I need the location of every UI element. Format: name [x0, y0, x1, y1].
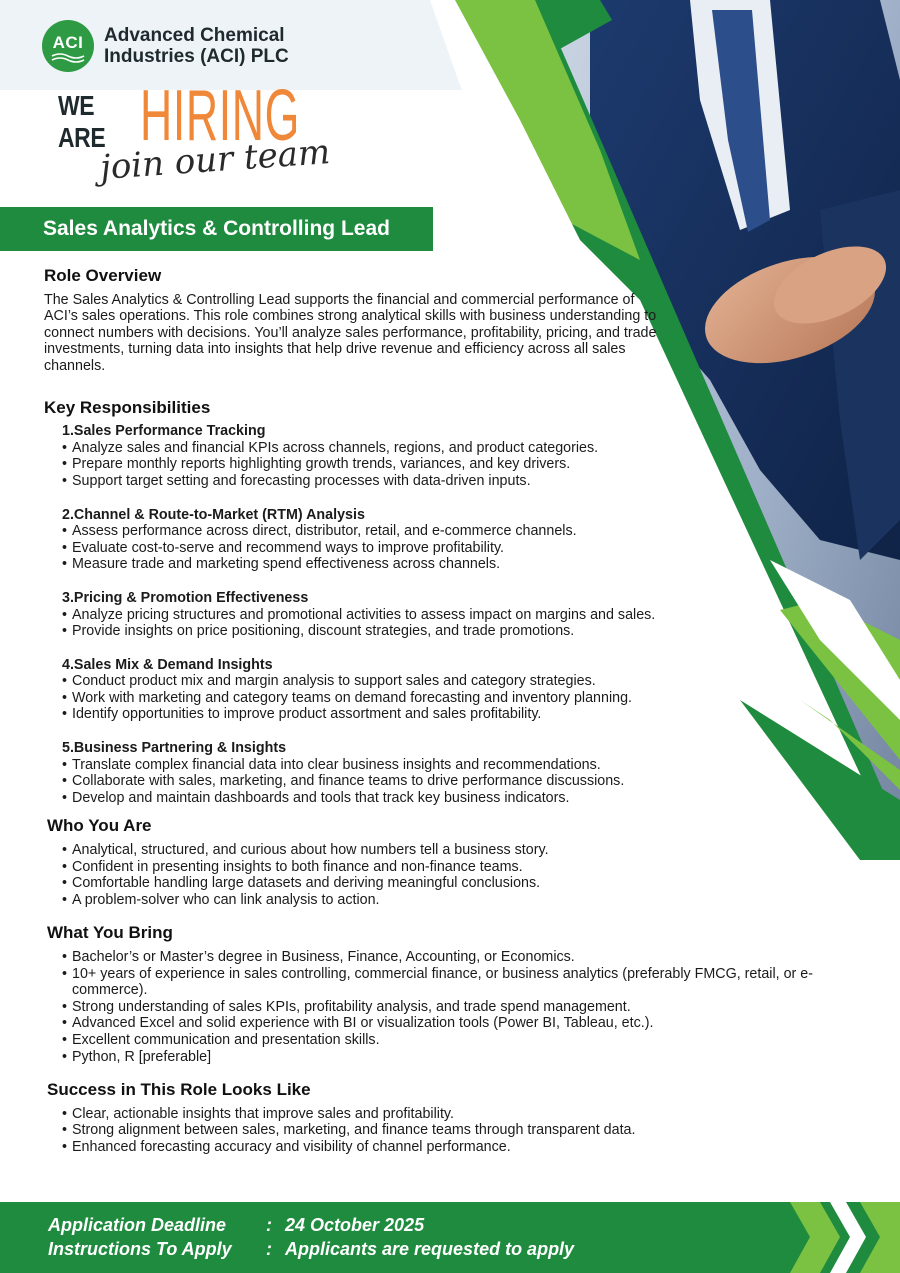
list-item: • Support target setting and forecasting processes with data-driven inputs. [62, 473, 834, 490]
list-item: • Analyze sales and financial KPIs across channels, regions, and product categories. [62, 440, 834, 457]
success-heading: Success in This Role Looks Like [47, 1080, 311, 1100]
list-item: • 10+ years of experience in sales controlling, commercial finance, or business analytics (preferably FMCG, retail, or e-commerce). [62, 966, 822, 999]
list-item: • A problem-solver who can link analysis to action. [62, 892, 834, 909]
list-item: • Analyze pricing structures and promotional activities to assess impact on margins and sales. [62, 607, 834, 624]
join-our-team-text: join our team [98, 132, 332, 188]
responsibility-group-title: 2.Channel & Route-to-Market (RTM) Analysis [62, 506, 365, 523]
colon: : [266, 1239, 272, 1259]
list-item: • Python, R [preferable] [62, 1049, 822, 1066]
list-item: • Identify opportunities to improve product assortment and sales profitability. [62, 706, 834, 723]
list-item: • Analytical, structured, and curious about how numbers tell a business story. [62, 842, 834, 859]
company-name-line1: Advanced Chemical [104, 25, 285, 46]
list-item: • Confident in presenting insights to both finance and non-finance teams. [62, 859, 834, 876]
colon: : [266, 1215, 272, 1235]
instructions-row [48, 1239, 574, 1260]
company-logo [42, 20, 289, 72]
list-item: • Translate complex financial data into clear business insights and recommendations. [62, 757, 834, 774]
instructions-label: Instructions To Apply [48, 1239, 232, 1259]
list-item: • Excellent communication and presentation skills. [62, 1032, 822, 1049]
list-item: • Strong alignment between sales, marketing, and finance teams through transparent data. [62, 1122, 834, 1139]
responsibility-group-title: 3.Pricing & Promotion Effectiveness [62, 589, 309, 606]
deadline-label: Application Deadline [48, 1215, 227, 1235]
list-item: • Strong understanding of sales KPIs, profitability analysis, and trade spend management. [62, 999, 822, 1016]
responsibility-group [62, 423, 834, 489]
deadline-row [48, 1215, 424, 1236]
list-item: • Comfortable handling large datasets and deriving meaningful conclusions. [62, 875, 834, 892]
who-you-are-list [62, 842, 834, 908]
application-footer [0, 1202, 900, 1273]
responsibility-group-title: 1.Sales Performance Tracking [62, 423, 266, 440]
deadline-value: 24 October 2025 [285, 1215, 425, 1235]
list-item: • Provide insights on price positioning, discount strategies, and trade promotions. [62, 623, 834, 640]
list-item: • Assess performance across direct, distributor, retail, and e-commerce channels. [62, 523, 834, 540]
hiring-text: HIRING [140, 76, 300, 156]
responsibility-group [62, 657, 834, 723]
list-item: • Develop and maintain dashboards and tools that track key business indicators. [62, 790, 834, 807]
list-item: • Bachelor’s or Master’s degree in Business, Finance, Accounting, or Economics. [62, 949, 822, 966]
list-item: • Advanced Excel and solid experience with BI or visualization tools (Power BI, Tableau, etc.). [62, 1015, 822, 1032]
responsibilities-heading: Key Responsibilities [44, 397, 211, 417]
who-you-are-heading: Who You Are [47, 816, 152, 836]
job-title: Sales Analytics & Controlling Lead [43, 217, 390, 240]
responsibility-group-title: 5.Business Partnering & Insights [62, 740, 287, 757]
role-overview-heading: Role Overview [44, 266, 162, 285]
responsibility-group [62, 590, 834, 640]
footer-stripes-decoration [780, 1202, 900, 1273]
company-name-line2: Industries (ACI) PLC [104, 46, 289, 67]
what-you-bring-heading: What You Bring [47, 923, 173, 943]
list-item: • Enhanced forecasting accuracy and visibility of channel performance. [62, 1139, 834, 1156]
responsibility-group [62, 740, 834, 806]
list-item: • Evaluate cost-to-serve and recommend ways to improve profitability. [62, 540, 834, 557]
success-list [62, 1106, 834, 1156]
instructions-value: Applicants are requested to apply [285, 1239, 575, 1259]
responsibility-group [62, 507, 834, 573]
wave-icon [51, 53, 85, 63]
list-item: • Clear, actionable insights that improve sales and profitability. [62, 1106, 834, 1123]
list-item: • Conduct product mix and margin analysis to support sales and category strategies. [62, 673, 834, 690]
job-description [44, 268, 834, 1156]
job-title-bar [0, 207, 433, 251]
company-name [104, 25, 289, 67]
logo-text: ACI [52, 33, 84, 52]
list-item: • Prepare monthly reports highlighting growth trends, variances, and key drivers. [62, 456, 834, 473]
responsibility-group-title: 4.Sales Mix & Demand Insights [62, 656, 273, 673]
list-item: • Measure trade and marketing spend effectiveness across channels. [62, 556, 834, 573]
list-item: • Collaborate with sales, marketing, and finance teams to drive performance discussions. [62, 773, 834, 790]
list-item: • Work with marketing and category teams on demand forecasting and inventory planning. [62, 690, 834, 707]
what-you-bring-list [62, 949, 822, 1065]
role-overview-text: The Sales Analytics & Controlling Lead supports the financial and commercial performance of ACI’s sales operations. This role combines strong analytical skills with business understanding to connect numbers with decisions. You’ll analyze sales performance, profitability, pricing, and trade investments, turning data into insights that help drive revenue and efficiency across all sales channels. [44, 291, 657, 374]
we-are-text: WE ARE [58, 90, 106, 153]
aci-logo-icon [42, 20, 94, 72]
